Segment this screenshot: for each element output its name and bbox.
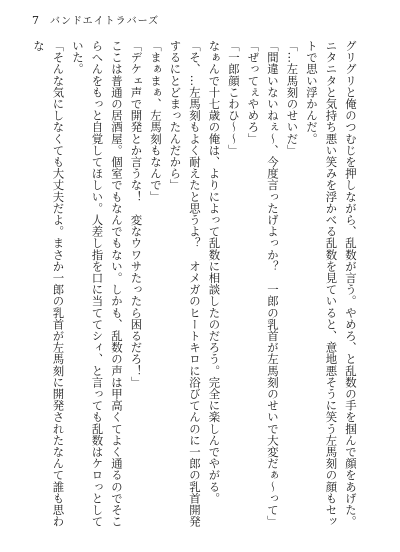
dialogue-line: 「間違いないねぇ～、今度言ったげよっか？ 一郎の乳首が左馬刻のせいで大変だぁ～って」 [266,40,280,528]
running-header [32,12,159,27]
page-number: 7 [32,14,40,27]
dialogue-line: 「まぁまぁ、左馬刻もなんで」 [149,40,163,203]
paragraph: ここは普通の居酒屋。個室でもなんでもない。しかも、乱数の声は甲高くてよく通るのでそこらへんをもっと自覚してほしい。人差し指を口に当ててシィ、と言っても乱数はケロっとしていた。 [71,40,124,528]
paragraph: なぁんで十七歳の俺は、よりによって乱数に相談したのだろう。完全に楽しんでやがる。 [207,40,222,504]
dialogue-line: 「そ、…左馬刻もよく耐えたと思うよ？ オメガのヒートキロに浴びてんのに一郎の乳首開発するにとどまったんだから」 [168,40,202,528]
paragraph: グリグリと俺のつむじを押しながら、乱数が言う。やめろ、と乱数の手を掴んで顔をあげた。 [344,40,358,528]
dialogue-line: 「一郎顔こわひ～～」 [227,40,241,156]
running-title: バンドエイトラバーズ [50,16,160,27]
vertical-body-text [20,40,360,528]
dialogue-line: 「…左馬刻のせいだ」 [285,40,300,156]
dialogue-line: 「そんな気にしなくても大丈夫だよ。まさか一郎の乳首が左馬刻に開発されたなんて誰も思わな [32,40,66,528]
dialogue-line: 「ぜってぇやめろ」 [246,40,261,145]
dialogue-line: 「デケェ声で開発とか言うな！ 変なウワサたったら困るだろ！」 [129,40,144,388]
paragraph: ニタニタと気持ち悪い笑みを浮かべる乱数を見ていると、意地悪そうに笑う左馬刻の顔もセットで思い浮かんだ。 [305,40,339,528]
